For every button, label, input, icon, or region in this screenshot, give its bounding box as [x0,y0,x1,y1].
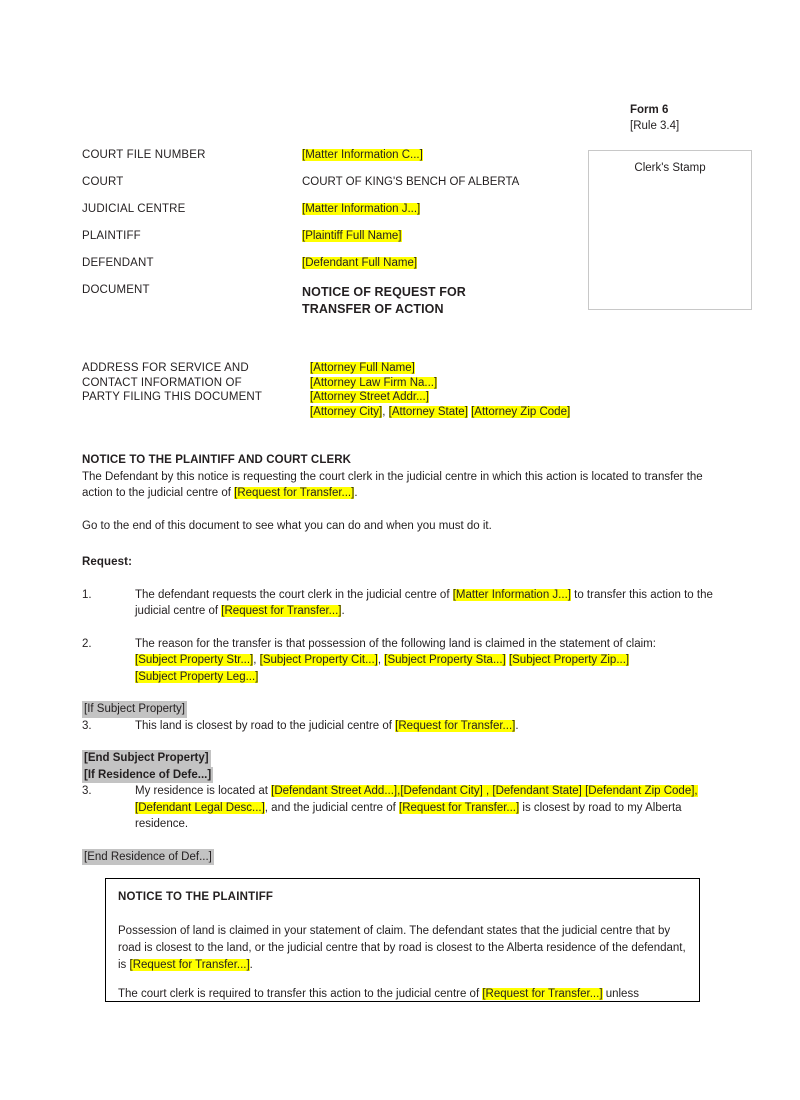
attorney-street-line [310,390,642,405]
field-token-attorney-street-address[interactable]: [Attorney Street Addr...] [310,391,429,403]
item-1-text-c: . [341,605,345,617]
notice-heading: NOTICE TO THE PLAINTIFF AND COURT CLERK [82,454,352,466]
address-for-service-block [82,361,642,419]
request-item-1-text [135,587,718,620]
address-for-service-label [82,361,310,419]
field-token-defendant-zip[interactable]: [Defendant Zip Code] [585,785,695,797]
item-3-subject-text-a: This land is closest by road to the judicial centre of [135,719,396,732]
conditional-marker-end-residence-line [82,849,718,866]
field-token-defendant-city[interactable]: [Defendant City] [400,785,483,797]
field-token-request-for-transfer[interactable]: [Request for Transfer...] [129,959,250,971]
conditional-marker-if-subject-property: [If Subject Property] [82,701,187,718]
address-separator: , [382,405,386,418]
address-label-line-1: ADDRESS FOR SERVICE AND [82,362,249,374]
caption-value: COURT OF KING'S BENCH OF ALBERTA [302,176,520,188]
item-1-text-b: to transfer this action to the judicial centre of [135,588,713,617]
caption-row-court-file-number [82,149,582,161]
request-item-3-residence-number: 3. [82,785,92,797]
field-token-subject-property-zip[interactable]: [Subject Property Zip...] [508,654,630,666]
nb-para-2-text-b: unless [602,988,639,1000]
request-item-1 [82,587,718,620]
field-token-attorney-law-firm[interactable]: [Attorney Law Firm Na...] [310,376,438,389]
field-token-attorney-full-name[interactable]: [Attorney Full Name] [310,362,415,374]
caption-label: DOCUMENT [82,284,150,296]
conditional-marker-if-subject-property-line [82,701,718,718]
field-token-court-file-number[interactable]: [Matter Information C...] [302,149,423,161]
item-3-residence-text-a: My residence is located at [135,785,272,797]
caption-label: DEFENDANT [82,257,154,269]
caption-value [302,149,582,161]
item-2-sep-2: , [377,654,385,666]
field-token-attorney-zip[interactable]: [Attorney Zip Code] [471,405,571,418]
notice-to-plaintiff-paragraph-2 [118,986,687,1002]
caption-label: COURT [82,176,124,188]
caption-row-defendant [82,257,582,269]
field-token-subject-property-city[interactable]: [Subject Property Cit...] [259,654,378,666]
field-token-defendant-street-address[interactable]: [Defendant Street Add...] [271,785,398,797]
address-label-line-2: CONTACT INFORMATION OF [82,376,242,389]
field-token-subject-property-legal[interactable]: [Subject Property Leg...] [135,670,259,683]
caption-value [302,257,582,269]
item-1-text-a: The defendant requests the court clerk in the judicial centre of [135,588,453,601]
request-item-2-number: 2. [82,637,92,650]
address-for-service-value [310,361,642,419]
field-token-request-for-transfer[interactable]: [Request for Transfer...] [234,487,355,499]
notice-para-1-text-b: . [354,487,358,499]
field-token-request-for-transfer[interactable]: [Request for Transfer...] [399,801,520,814]
request-item-3-residence-text [135,783,718,833]
request-item-1-number: 1. [82,588,92,601]
item-3-residence-sep-1: , [397,785,401,797]
case-caption [82,149,582,318]
caption-value [302,203,582,215]
request-item-3-subject-property [82,718,718,735]
notice-to-plaintiff-paragraph-1 [118,923,687,974]
address-label-line-3: PARTY FILING THIS DOCUMENT [82,391,263,403]
conditional-marker-end-subject-property: [End Subject Property] [82,750,211,767]
field-token-request-for-transfer[interactable]: [Request for Transfer...] [482,988,603,1000]
item-2-text-a: The reason for the transfer is that possession of the following land is claimed in the statement of claim: [135,637,656,650]
caption-value [302,230,582,242]
request-item-3-residence [82,783,718,833]
document-title-line-1: NOTICE OF REQUEST FOR [302,285,466,299]
document-title [302,284,582,318]
caption-row-judicial-centre [82,203,582,215]
caption-label: COURT FILE NUMBER [82,149,206,161]
notice-paragraph-1 [82,469,718,502]
item-3-residence-sep-2: , [482,785,493,797]
request-heading: Request: [82,556,133,568]
conditional-marker-if-residence-line [82,767,718,784]
document-body [82,452,718,865]
form-meta [630,102,679,134]
notice-para-1-text-a: The Defendant by this notice is requesting the court clerk in the judicial centre in which this action is located to transfer the action to the judicial centre of [82,470,703,499]
caption-label: JUDICIAL CENTRE [82,203,186,215]
attorney-city-state-zip-line [310,405,642,420]
notice-paragraph-2: Go to the end of this document to see what you can do and when you must do it. [82,519,492,532]
item-3-residence-text-c: is closest by road to my Alberta residence. [135,801,682,830]
nb-para-2-text-a: The court clerk is required to transfer this action to the judicial centre of [118,988,483,1000]
item-3-subject-text-b: . [515,719,519,732]
item-3-residence-text-b: , and the judicial centre of [264,801,400,814]
conditional-marker-if-residence-of-defendant: [If Residence of Defe...] [82,767,213,784]
conditional-marker-end-residence-of-defendant: [End Residence of Def...] [82,849,214,866]
nb-para-1-text-a: Possession of land is claimed in your statement of claim. The defendant states that the judicial centre that by road is closest to the land, or the judicial centre that by road is closest to the Alberta residence of the defendant, is [118,925,686,971]
document-title-line-2: TRANSFER OF ACTION [302,302,444,316]
notice-to-plaintiff-title: NOTICE TO THE PLAINTIFF [118,891,274,903]
caption-row-court [82,176,582,188]
nb-para-1-text-b: . [249,959,253,971]
clerks-stamp-box [588,150,752,310]
field-token-request-for-transfer[interactable]: [Request for Transfer...] [395,719,516,732]
attorney-name-line [310,361,642,376]
caption-row-document [82,284,582,318]
form-rule: [Rule 3.4] [630,120,680,132]
request-item-2-text [135,636,718,686]
conditional-marker-end-subject-property-line [82,750,718,767]
request-item-2 [82,636,718,686]
item-2-sep-1: , [253,654,260,666]
field-token-subject-property-state[interactable]: [Subject Property Sta...] [384,654,506,666]
field-token-attorney-state[interactable]: [Attorney State] [388,405,468,418]
field-token-matter-judicial-centre[interactable]: [Matter Information J...] [452,588,571,601]
item-3-residence-sep-4: , [694,785,698,797]
caption-row-plaintiff [82,230,582,242]
field-token-defendant-legal-description[interactable]: [Defendant Legal Desc...] [135,801,265,814]
attorney-firm-line [310,376,642,391]
field-token-defendant-state[interactable]: [Defendant State] [492,785,582,797]
field-token-subject-property-street[interactable]: [Subject Property Str...] [135,654,254,666]
request-item-3-subject-number: 3. [82,719,92,732]
caption-label: PLAINTIFF [82,230,141,242]
notice-to-plaintiff-box [105,878,700,1002]
field-token-plaintiff-name[interactable]: [Plaintiff Full Name] [302,230,402,242]
field-token-judicial-centre[interactable]: [Matter Information J...] [302,203,421,215]
field-token-request-for-transfer[interactable]: [Request for Transfer...] [221,605,342,617]
form-number: Form 6 [630,104,669,116]
request-item-3-subject-text [135,718,718,735]
field-token-attorney-city[interactable]: [Attorney City] [310,405,383,418]
field-token-defendant-name[interactable]: [Defendant Full Name] [302,257,418,269]
clerks-stamp-label: Clerk's Stamp [634,162,706,174]
